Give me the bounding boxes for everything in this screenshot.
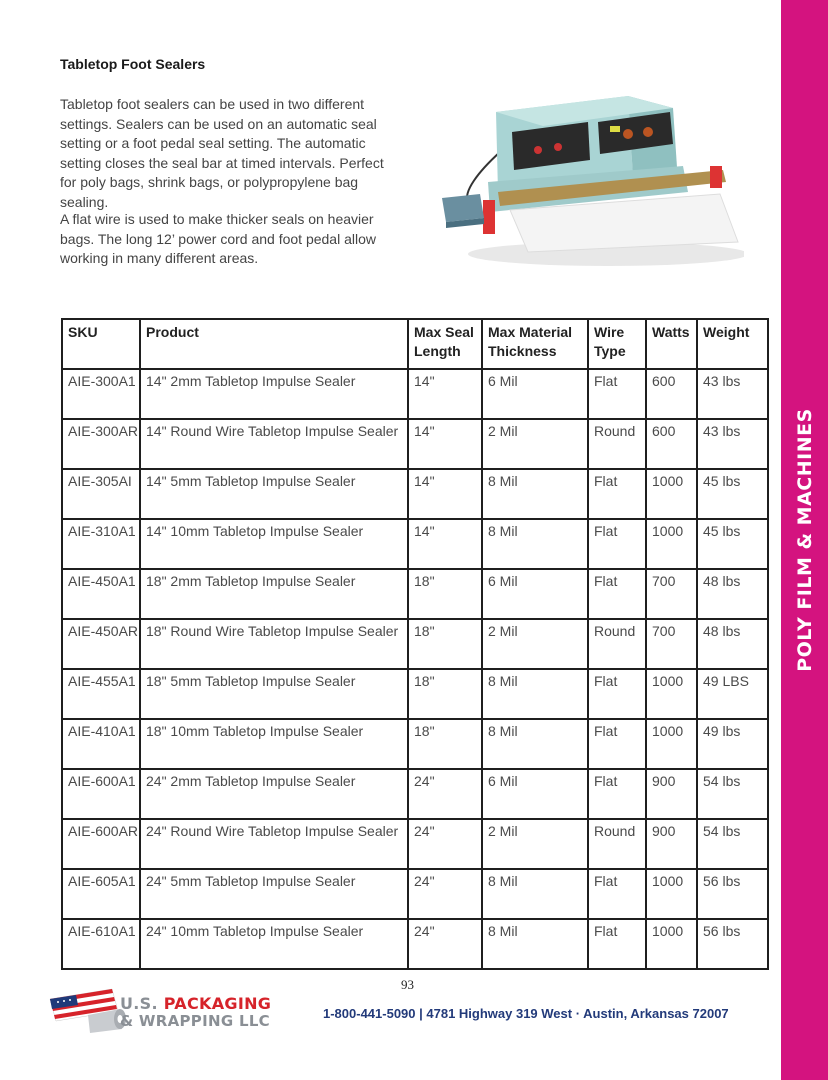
cell-wire: Flat [588,569,646,619]
table-row [62,769,768,819]
sidebar-label: POLY FILM & MACHINES [794,408,816,672]
cell-sku: AIE-610A1 [62,919,140,969]
logo-line-1 [120,994,271,1013]
logo-us: U.S. [120,994,164,1013]
cell-weight: 43 lbs [697,419,768,469]
cell-weight: 45 lbs [697,519,768,569]
cell-thickness: 2 Mil [482,819,588,869]
table-row [62,419,768,469]
header-sku: SKU [62,319,140,369]
table-row [62,669,768,719]
table-row [62,469,768,519]
product-photo-foot-sealer [438,82,744,272]
cell-wire: Round [588,619,646,669]
cell-weight: 56 lbs [697,919,768,969]
contact-info: 1-800-441-5090 | 4781 Highway 319 West · Austin, Arkansas 72007 [323,1006,729,1021]
cell-thickness: 2 Mil [482,419,588,469]
section-title: Tabletop Foot Sealers [60,56,206,72]
header-product: Product [140,319,408,369]
table-row [62,519,768,569]
cell-thickness: 6 Mil [482,769,588,819]
cell-thickness: 8 Mil [482,469,588,519]
cell-product: 18" 2mm Tabletop Impulse Sealer [140,569,408,619]
header-wire-type [588,319,646,369]
header-weight: Weight [697,319,768,369]
cell-product: 24" 5mm Tabletop Impulse Sealer [140,869,408,919]
cell-sku: AIE-300A1 [62,369,140,419]
table-header-row [62,319,768,369]
header-watts: Watts [646,319,697,369]
cell-wire: Round [588,419,646,469]
cell-weight: 54 lbs [697,769,768,819]
cell-watts: 1000 [646,719,697,769]
cell-watts: 1000 [646,469,697,519]
cell-sku: AIE-600AR [62,819,140,869]
cell-wire: Flat [588,669,646,719]
cell-product: 14" 2mm Tabletop Impulse Sealer [140,369,408,419]
cell-sku: AIE-310A1 [62,519,140,569]
cell-product: 18" 5mm Tabletop Impulse Sealer [140,669,408,719]
table-row [62,719,768,769]
cell-length: 18" [408,669,482,719]
cell-thickness: 2 Mil [482,619,588,669]
table-row [62,569,768,619]
cell-wire: Flat [588,869,646,919]
header-max-material-thickness-line2: Thickness [488,343,557,359]
cell-length: 14" [408,419,482,469]
cell-product: 14" 10mm Tabletop Impulse Sealer [140,519,408,569]
cell-product: 18" 10mm Tabletop Impulse Sealer [140,719,408,769]
cell-weight: 56 lbs [697,869,768,919]
cell-thickness: 8 Mil [482,719,588,769]
cell-wire: Flat [588,769,646,819]
table-row [62,819,768,869]
cell-length: 24" [408,819,482,869]
cell-weight: 49 LBS [697,669,768,719]
cell-watts: 700 [646,569,697,619]
cell-watts: 600 [646,369,697,419]
cell-weight: 45 lbs [697,469,768,519]
cell-sku: AIE-455A1 [62,669,140,719]
logo-line-2: & WRAPPING LLC [120,1012,270,1030]
intro-paragraph: Tabletop foot sealers can be used in two different settings. Sealers can be used on an automatic seal setting or a foot pedal seal setting. The automatic setting closes the seal bar at timed intervals. Perfect for poly bags, shrink bags, or polypropylene bag sealing. [60,96,384,210]
cell-product: 18" Round Wire Tabletop Impulse Sealer [140,619,408,669]
cell-thickness: 8 Mil [482,919,588,969]
table-row [62,869,768,919]
cell-wire: Flat [588,369,646,419]
cell-thickness: 6 Mil [482,569,588,619]
cell-watts: 900 [646,769,697,819]
cell-thickness: 6 Mil [482,369,588,419]
cell-length: 18" [408,619,482,669]
cell-weight: 43 lbs [697,369,768,419]
header-wire-type-line2: Type [594,343,626,359]
cell-wire: Flat [588,919,646,969]
cell-length: 14" [408,519,482,569]
cell-length: 24" [408,919,482,969]
cell-length: 14" [408,369,482,419]
cell-length: 24" [408,869,482,919]
header-max-seal-length [408,319,482,369]
header-max-material-thickness-line1: Max Material [488,324,573,340]
cell-length: 18" [408,719,482,769]
cell-watts: 1000 [646,519,697,569]
specs-table [61,318,769,970]
cell-sku: AIE-450AR [62,619,140,669]
cell-length: 24" [408,769,482,819]
cell-weight: 48 lbs [697,619,768,669]
cell-watts: 1000 [646,919,697,969]
logo-packaging: PACKAGING [163,994,272,1013]
cell-product: 24" Round Wire Tabletop Impulse Sealer [140,819,408,869]
header-max-seal-length-line1: Max Seal [414,324,474,340]
cell-sku: AIE-600A1 [62,769,140,819]
cell-weight: 48 lbs [697,569,768,619]
table-row [62,619,768,669]
cell-weight: 49 lbs [697,719,768,769]
cell-product: 14" Round Wire Tabletop Impulse Sealer [140,419,408,469]
table-row [62,369,768,419]
cell-product: 14" 5mm Tabletop Impulse Sealer [140,469,408,519]
cell-watts: 1000 [646,669,697,719]
cell-watts: 1000 [646,869,697,919]
cell-sku: AIE-305AI [62,469,140,519]
cell-wire: Flat [588,719,646,769]
cell-product: 24" 10mm Tabletop Impulse Sealer [140,919,408,969]
wire-paragraph: A flat wire is used to make thicker seals on heavier bags. The long 12’ power cord and foot pedal allow working in many different areas. [60,211,376,266]
cell-watts: 900 [646,819,697,869]
table-row [62,919,768,969]
cell-thickness: 8 Mil [482,669,588,719]
cell-wire: Round [588,819,646,869]
cell-sku: AIE-410A1 [62,719,140,769]
cell-sku: AIE-605A1 [62,869,140,919]
cell-sku: AIE-300AR [62,419,140,469]
header-wire-type-line1: Wire [594,324,625,340]
cell-watts: 700 [646,619,697,669]
cell-thickness: 8 Mil [482,519,588,569]
cell-wire: Flat [588,469,646,519]
cell-length: 14" [408,469,482,519]
cell-thickness: 8 Mil [482,869,588,919]
cell-sku: AIE-450A1 [62,569,140,619]
cell-wire: Flat [588,519,646,569]
cell-weight: 54 lbs [697,819,768,869]
cell-length: 18" [408,569,482,619]
cell-watts: 600 [646,419,697,469]
header-max-seal-length-line2: Length [414,343,461,359]
page-number: 93 [401,977,414,992]
header-max-material-thickness [482,319,588,369]
cell-product: 24" 2mm Tabletop Impulse Sealer [140,769,408,819]
